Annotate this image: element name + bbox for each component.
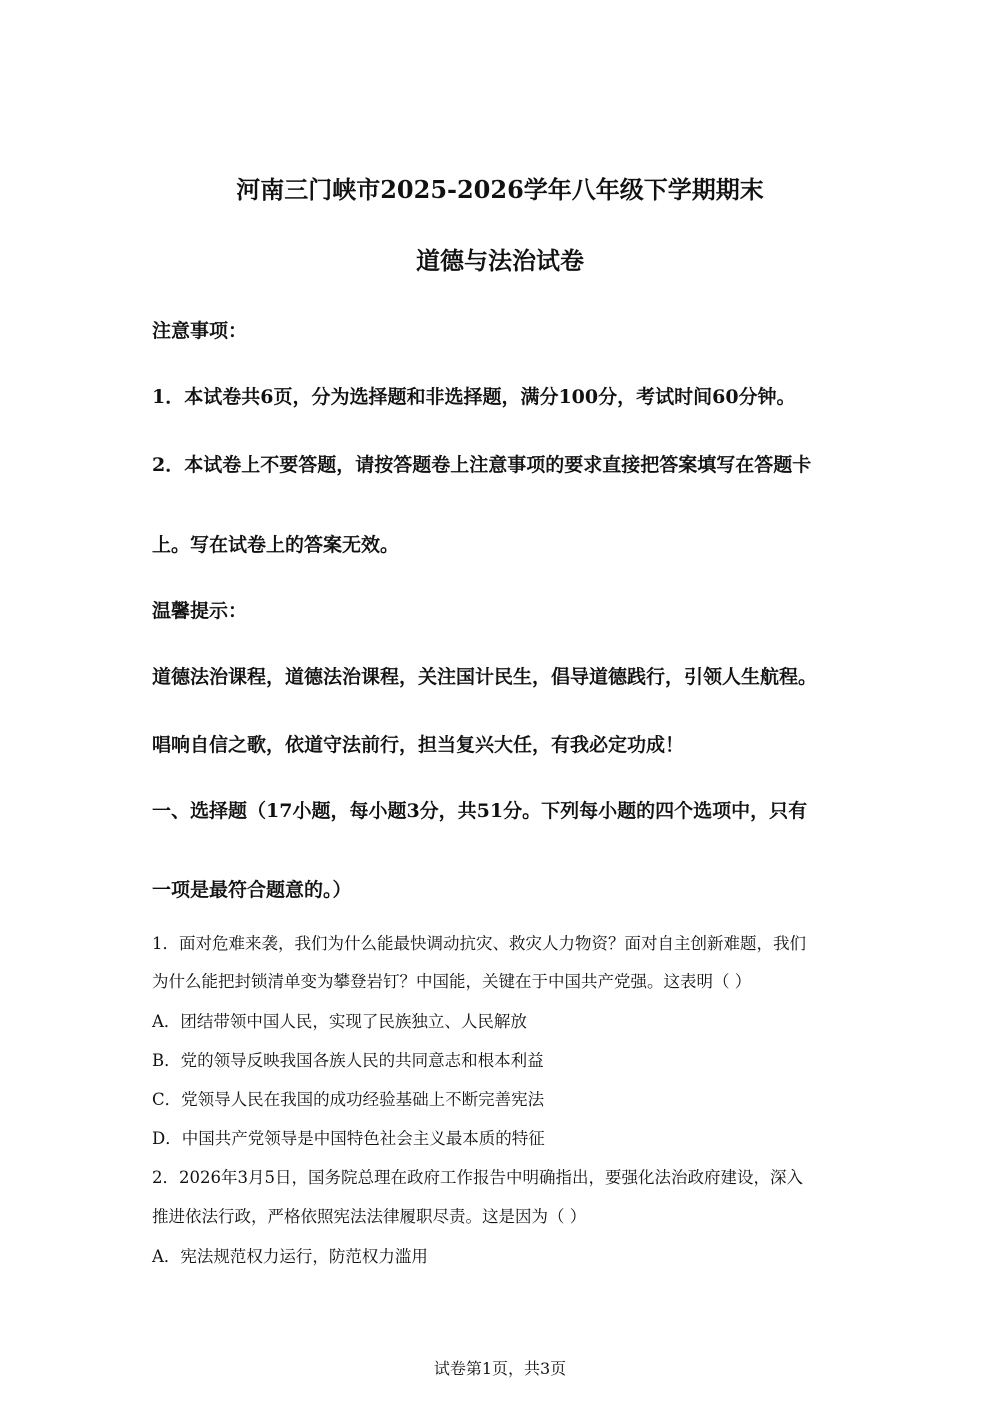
notice-item-1: 1．本试卷共6页，分为选择题和非选择题，满分100分，考试时间60分钟。 <box>152 386 796 408</box>
q1-option-a: A．团结带领中国人民，实现了民族独立、人民解放 <box>152 1012 527 1031</box>
notice-item-2-line2: 上。写在试卷上的答案无效。 <box>152 534 400 556</box>
tips-line1: 道德法治课程，道德法治课程，关注国计民生，倡导道德践行，引领人生航程。 <box>152 666 818 688</box>
q2-option-a: A．宪法规范权力运行，防范权力滥用 <box>152 1247 428 1266</box>
section1-instructions-line2: 一项是最符合题意的。） <box>152 879 352 901</box>
q1-option-d: D．中国共产党领导是中国特色社会主义最本质的特征 <box>152 1129 545 1148</box>
notice-heading: 注意事项： <box>152 320 248 342</box>
q2-stem-line2: 推进依法行政，严格依照宪法法律履职尽责。这是因为（ ） <box>152 1207 587 1226</box>
q1-option-b: B．党的领导反映我国各族人民的共同意志和根本利益 <box>152 1051 544 1070</box>
tips-line2: 唱响自信之歌，依道守法前行，担当复兴大任，有我必定功成！ <box>152 734 685 756</box>
q1-option-c: C．党领导人民在我国的成功经验基础上不断完善宪法 <box>152 1090 545 1109</box>
notice-item-2-line1: 2．本试卷上不要答题，请按答题卷上注意事项的要求直接把答案填写在答题卡 <box>152 454 812 476</box>
tips-heading: 温馨提示： <box>152 600 248 622</box>
q1-stem-line1: 1．面对危难来袭，我们为什么能最快调动抗灾、救灾人力物资？面对自主创新难题，我们 <box>152 934 806 953</box>
section1-instructions-line1: 一、选择题（17小题，每小题3分，共51分。下列每小题的四个选项中，只有 <box>152 800 808 822</box>
page-footer: 试卷第1页，共3页 <box>433 1359 567 1378</box>
q2-stem-line1: 2．2026年3月5日，国务院总理在政府工作报告中明确指出，要强化法治政府建设，深入 <box>152 1168 803 1187</box>
q1-stem-line2: 为什么能把封锁清单变为攀登岩钉？中国能，关键在于中国共产党强。这表明（ ） <box>152 972 752 991</box>
exam-title-line1: 河南三门峡市2025-2026学年八年级下学期期末 <box>236 175 764 204</box>
exam-title-line2: 道德与法治试卷 <box>416 246 584 275</box>
